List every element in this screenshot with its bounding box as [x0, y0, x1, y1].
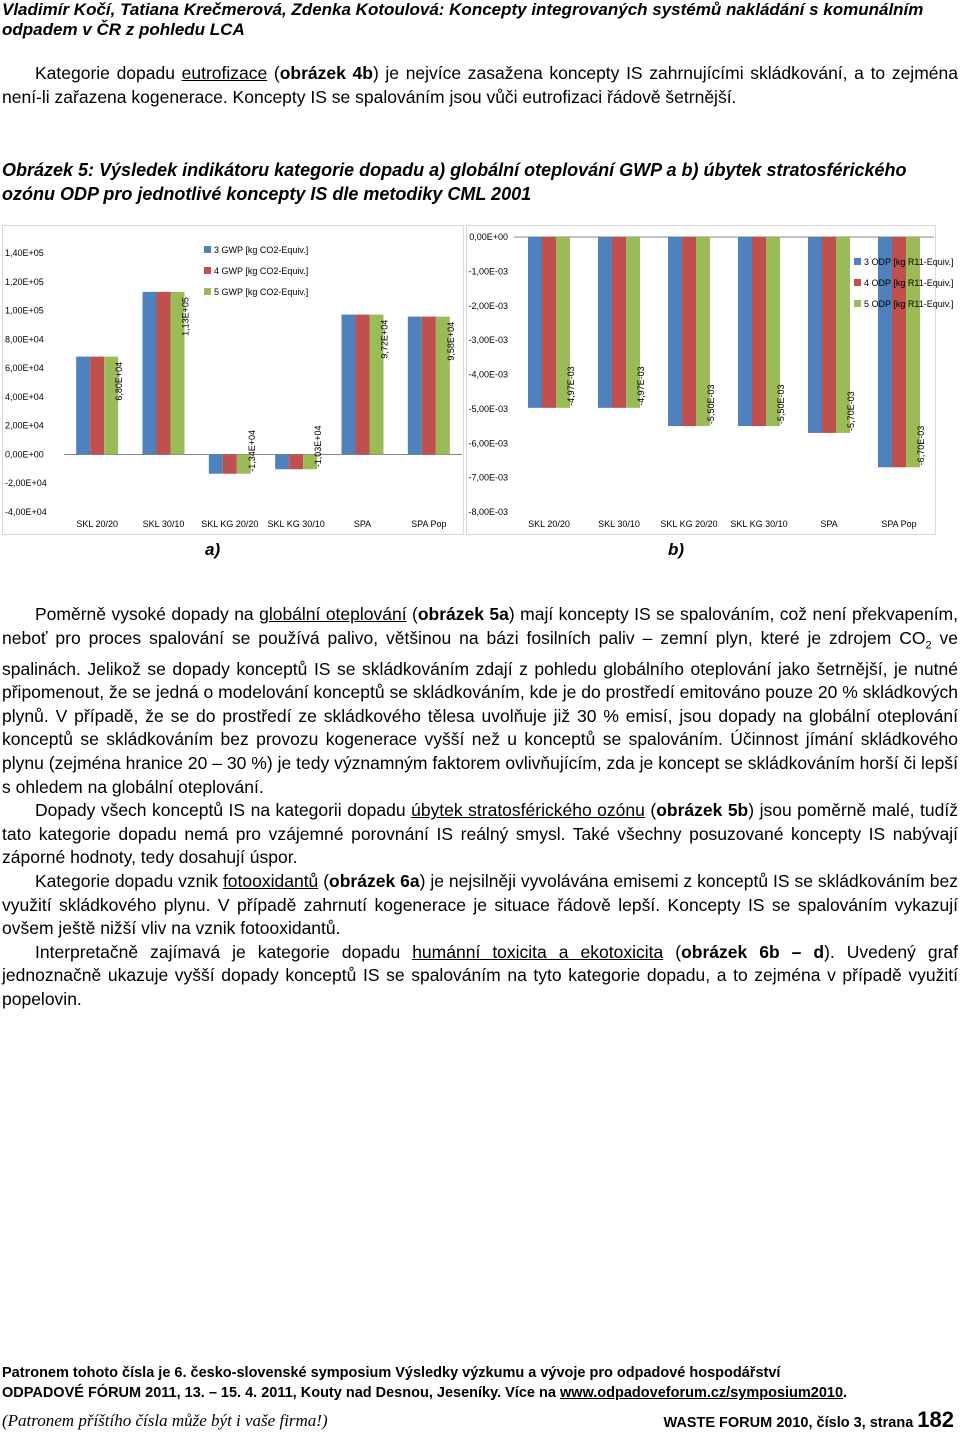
page-number: 182 [917, 1407, 954, 1432]
paragraph-gwp [2, 603, 958, 1012]
text: . [843, 1385, 848, 1401]
footer-line-1: Patronem tohoto čísla je 6. česko-slovenské symposium Výsledky výzkumu a vývoje pro odpadové hospodářství [2, 1365, 781, 1381]
chart-odp-svg [466, 225, 954, 535]
data-label: 6,80E+04 [114, 361, 125, 401]
data-label: -5,70E-03 [846, 391, 856, 431]
text: ( [644, 800, 657, 821]
text: ) mají koncepty IS se spalováním, což není překvapením, neboť pro proces spalování se používá palivo, většinou na bázi fosilních paliv – zemní plyn, které je zdrojem CO [2, 604, 958, 648]
footer-link[interactable]: www.odpadoveforum.cz/symposium2010 [559, 1385, 844, 1401]
x-tick-label: SKL KG 30/10 [267, 519, 325, 529]
x-tick-label: SPA Pop [881, 519, 917, 529]
footer-line-2 [2, 1383, 958, 1403]
legend-label: 5 ODP [kg R11-Equiv.] [864, 299, 954, 309]
y-tick-label: -7,00E-03 [468, 472, 508, 483]
y-tick-label: 0,00E+00 [5, 449, 44, 460]
text: ve spalinách. Jelikož se dopady konceptů IS se skládkováním zdají z pohledu globálního oteplování jako šetrnější, je nutné připomenout, že se jedná o modelování konceptů se skládkováním, kde je do prostředí emitováno pouze 20 % skládkových plynů. V případě, že se do prostředí ze skládkového tělesa uvolňuje již 30 % emisí, jsou dopady na globální oteplování konceptů se skládkováním bez provozu kogenerace vyšší než u konceptů se spalováním. Účinnost jímání skládkového plynu (zejména hranice 20 – 30 %) je tedy významným faktorem ovlivňujícím, zda je koncept se skládkováním horší či lepší s ohledem na globální oteplování. [2, 627, 958, 797]
paragraph-eutrophication [2, 62, 958, 109]
figure-ref: obrázek 6a [329, 871, 420, 892]
y-tick-label: -4,00E+04 [5, 507, 47, 517]
y-tick-label: -1,00E-03 [468, 266, 508, 277]
y-tick-label: -4,00E-03 [468, 369, 508, 380]
legend-swatch [204, 267, 211, 274]
header-line-1: Vladimír Kočí, Tatiana Krečmerová, Zdenka Kotoulová: Koncepty integrovaných systémů nakládání s komunálním [2, 0, 924, 19]
text: Poměrně vysoké dopady na [35, 604, 260, 624]
bar [209, 454, 223, 473]
bar [408, 317, 422, 455]
x-tick-label: SPA [353, 519, 372, 529]
x-tick-label: SKL 20/20 [528, 519, 570, 529]
bar [598, 237, 612, 408]
link-ubytek-ozonu[interactable]: úbytek stratosférického ozónu [411, 800, 645, 821]
footer-journal [663, 1407, 954, 1433]
bar [76, 357, 90, 455]
figure-ref: obrázek 4b [279, 63, 373, 83]
chart-odp [466, 225, 954, 535]
bar [275, 454, 289, 469]
x-tick-label: SPA Pop [411, 519, 447, 529]
text: Kategorie dopadu [35, 63, 182, 83]
legend-label: 4 ODP [kg R11-Equiv.] [864, 278, 954, 288]
bar [892, 237, 906, 467]
header-line-2: odpadem v ČR z pohledu LCA [2, 20, 245, 39]
legend-swatch [854, 279, 861, 286]
bar [422, 317, 436, 455]
data-label: -5,50E-03 [776, 384, 786, 425]
bar [808, 237, 822, 433]
bar [90, 357, 104, 455]
x-tick-label: SKL KG 20/20 [201, 519, 259, 529]
y-tick-label: 1,20E+05 [5, 276, 44, 287]
bar [289, 454, 303, 469]
legend-label: 4 GWP [kg CO2-Equiv.] [214, 266, 309, 276]
legend-swatch [854, 258, 861, 265]
x-tick-label: SKL 20/20 [76, 519, 119, 529]
text: Interpretačně zajímavá je kategorie dopadu [35, 941, 413, 962]
data-label: 9,72E+04 [379, 319, 390, 359]
legend-swatch [854, 300, 861, 307]
bar [528, 237, 542, 408]
x-tick-label: SPA [820, 519, 838, 529]
bar [542, 237, 556, 408]
x-tick-label: SKL 30/10 [598, 519, 640, 529]
bar [878, 237, 892, 467]
legend-label: 5 GWP [kg CO2-Equiv.] [214, 287, 309, 297]
running-header [2, 0, 952, 40]
text: ). Uvedený graf jednoznačně ukazuje vyšší dopady konceptů IS se spalováním na tyto kategorie dopadu, a to zejména v případě využití popelovin. [2, 941, 959, 1009]
data-label: -1,34E+04 [246, 429, 257, 472]
y-tick-label: 4,00E+04 [5, 391, 44, 402]
x-tick-label: SKL KG 20/20 [660, 519, 718, 529]
subscript: 2 [925, 639, 932, 652]
legend-swatch [204, 246, 211, 253]
page-footer [2, 1363, 958, 1435]
y-tick-label: 6,00E+04 [5, 363, 44, 374]
y-tick-label: 0,00E+00 [469, 232, 508, 242]
bar [682, 237, 696, 426]
text: WASTE FORUM 2010, číslo 3, strana [663, 1415, 918, 1431]
bar [822, 237, 836, 433]
data-label: 9,58E+04 [445, 321, 456, 361]
text: ( [663, 941, 682, 962]
y-tick-label: -5,00E-03 [468, 403, 508, 414]
y-tick-label: 1,00E+05 [5, 305, 44, 316]
text: Kategorie dopadu vznik [35, 871, 223, 892]
legend-label: 3 ODP [kg R11-Equiv.] [864, 257, 954, 267]
footer-note: (Patronem příštího čísla může být i vaše firma!) [2, 1411, 328, 1430]
bar [342, 315, 356, 455]
x-tick-label: SKL KG 30/10 [730, 519, 788, 529]
y-tick-label: -6,00E-03 [468, 438, 508, 449]
bar [223, 454, 237, 473]
data-label: -4,97E-03 [566, 366, 576, 406]
data-label: 1,13E+05 [180, 297, 191, 336]
legend-label: 3 GWP [kg CO2-Equiv.] [214, 245, 309, 255]
y-tick-label: 1,40E+05 [5, 248, 44, 258]
y-tick-label: 8,00E+04 [5, 334, 44, 345]
data-label: -5,50E-03 [706, 384, 716, 425]
text: ODPADOVÉ FÓRUM 2011, 13. – 15. 4. 2011, Kouty nad Desnou, Jeseníky. Více na [2, 1385, 560, 1401]
bar [143, 292, 157, 455]
text: ) je nejvíce zasažena koncepty IS zahrnujícími skládkování, a to zejména není-li zařazena kogenerace. Koncepty IS se spalováním jsou vůči eutrofizaci řádově šetrnější. [2, 63, 958, 107]
bar [668, 237, 682, 426]
bar [612, 237, 626, 408]
text: ( [267, 63, 280, 83]
text: ) jsou poměrně malé, tudíž tato kategorie dopadu nemá pro vzájemné porovnání IS reálný smysl. Také všechny posuzované koncepty IS nabývají záporné hodnoty, tedy dosahují úspor. [2, 800, 958, 868]
data-label: -6,70E-03 [916, 425, 926, 466]
y-tick-label: -3,00E-03 [468, 335, 508, 346]
figure-ref: obrázek 6b – d [681, 941, 825, 962]
x-tick-label: SKL 30/10 [142, 519, 185, 529]
bar [157, 292, 171, 455]
sublabel-b: b) [668, 540, 685, 559]
text: ) je nejsilněji vyvolávána emisemi z konceptů IS se skládkováním bez využití skládkového plynu. V případě zahrnutí kogenerace je situace řádově lepší. Koncepty IS se spalováním vykazují ovšem ještě nižší vliv na vznik fotooxidantů. [2, 871, 958, 939]
sublabel-a: a) [205, 540, 221, 559]
link-toxicita[interactable]: humánní toxicita a ekotoxicita [412, 941, 664, 962]
y-tick-label: -8,00E-03 [468, 507, 508, 517]
y-tick-label: 2,00E+04 [5, 420, 44, 431]
link-globalni-oteplovani[interactable]: globální oteplování [259, 604, 407, 624]
bar [738, 237, 752, 426]
data-label: -1,03E+04 [313, 425, 324, 468]
bar [356, 315, 370, 455]
legend-swatch [204, 288, 211, 295]
y-tick-label: -2,00E+04 [5, 478, 47, 489]
chart-gwp [2, 225, 464, 535]
figure-ref: obrázek 5a [417, 604, 509, 624]
chart-gwp-svg [2, 225, 464, 535]
data-label: -4,97E-03 [636, 366, 646, 406]
footer-line-3 [2, 1403, 958, 1435]
link-eutrofizace[interactable]: eutrofizace [181, 63, 268, 83]
text: Dopady všech konceptů IS na kategorii dopadu [35, 800, 412, 821]
text: ( [406, 604, 418, 624]
figure-ref: obrázek 5b [656, 800, 749, 821]
y-tick-label: -2,00E-03 [468, 300, 508, 311]
text: ( [318, 871, 330, 892]
bar [752, 237, 766, 426]
link-fotooxidanty[interactable]: fotooxidantů [222, 871, 319, 892]
figure-caption: Obrázek 5: Výsledek indikátoru kategorie dopadu a) globální oteplování GWP a b) úbytek stratosférického ozónu ODP pro jednotlivé koncepty IS dle metodiky CML 2001 [2, 160, 907, 204]
